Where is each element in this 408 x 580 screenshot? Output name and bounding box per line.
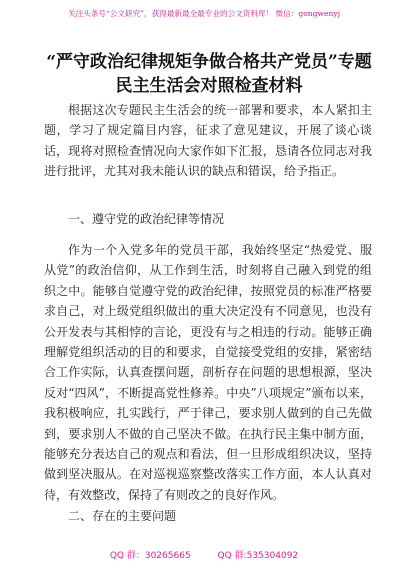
footer-qq-group-1: QQ 群：30265665 [109, 551, 191, 561]
footer-qq-group-2: QQ 群:535304092 [217, 551, 299, 561]
section-heading-1: 一、遵守党的政治纪律等情况 [68, 212, 225, 226]
footer-contact [0, 548, 408, 561]
header-promo-banner: 关注头条号“公文研究”，获得最新最全最专业的公文资料库！ 微信：gongwenyj [67, 9, 341, 18]
section-heading-2: 二、存在的主要问题 [68, 509, 177, 523]
section-1-paragraph: 作为一个入党多年的党员干部，我始终坚定“热爱党、服从党”的政治信仰，从工作到生活，时刻将自己融入到党的组织之中。能够自觉遵守党的政治纪律，按照党员的标准严格要求自己，对上级党组织做出的重大决定没有不同意见，也没有公开发表与其相悖的言论，更没有与之相违的行动。能够正确理解党组织活动的目的和要求，自觉接受党组的安排，紧密结合工作实际，认真查摆问题，剖析存在问题的思想根源，坚决反对“四风”，不断提高党性修养。中央”八项规定”颁布以来，我积极响应，扎实践行，严于律己，要求别人做到的自己先做到，要求别人不做的自己坚决不做。在执行民主集中制方面，能够充分表达自己的观点和看法，但一旦形成组织决议，坚持做到坚决服从。在对巡视巡察整改落实工作方面，本人认真对待，有效整改，保持了有则改之的良好作风。 [44, 243, 372, 502]
intro-paragraph: 根据这次专题民主生活会的统一部署和要求，本人紧扣主题，学习了规定篇目内容，征求了意见建议，开展了谈心谈话，现将对照检查情况向大家作如下汇报，恳请各位同志对我进行批评，尤其对我未能认识的缺点和错误，给予指正。 [44, 103, 372, 179]
document-title: “严守政治纪律规矩争做合格共产党员”专题民主生活会对照检查材料 [46, 52, 372, 96]
